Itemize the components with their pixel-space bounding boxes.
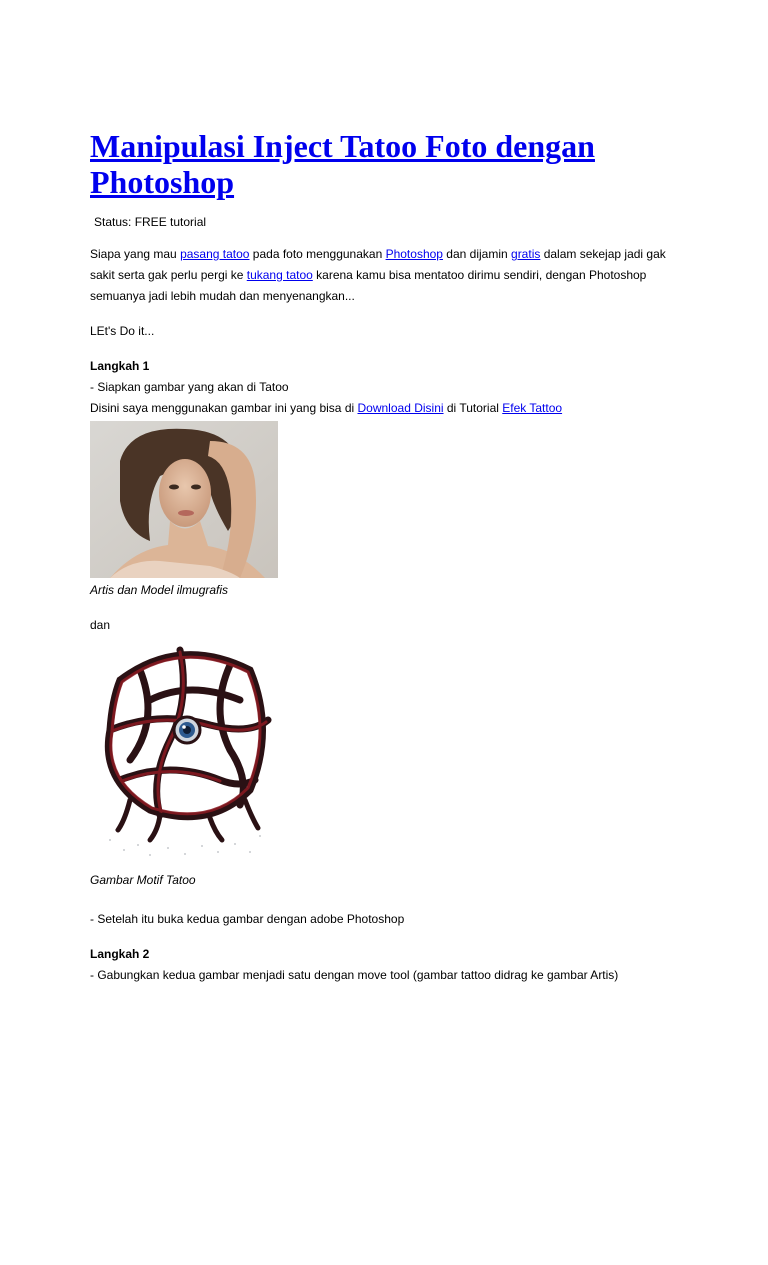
intro-paragraph: [90, 244, 690, 307]
step1-line2: [90, 398, 690, 419]
model-photo: [90, 421, 278, 578]
tattoo-motif-graphic: [90, 640, 278, 868]
step1-line2-text2: di Tutorial: [443, 401, 503, 415]
intro-text-1: Siapa yang mau: [90, 247, 181, 261]
status-text: Status: FREE tutorial: [94, 215, 207, 229]
step2-section: [90, 944, 690, 986]
lets-do-text: LEt's Do it...: [90, 324, 155, 338]
link-efek-tattoo[interactable]: Efek Tattoo: [502, 401, 563, 415]
page-title[interactable]: Manipulasi Inject Tatoo Foto dengan Photoshop: [90, 128, 595, 200]
tattoo-motif-image: [90, 640, 278, 868]
step1-line1: - Siapkan gambar yang akan di Tatoo: [90, 380, 289, 394]
link-pasang-tatoo[interactable]: pasang tatoo: [180, 247, 250, 261]
step2-heading: Langkah 2: [90, 947, 150, 961]
intro-text-2: pada foto menggunakan: [249, 247, 386, 261]
model-caption: Artis dan Model ilmugrafis: [90, 583, 229, 597]
tattoo-caption: Gambar Motif Tatoo: [90, 873, 196, 887]
model-photo-image: [90, 421, 278, 578]
step1-line3: - Setelah itu buka kedua gambar dengan adobe Photoshop: [90, 912, 405, 926]
dan-text: dan: [90, 618, 111, 632]
step1-section: [90, 356, 690, 419]
intro-text-3: dan dijamin: [442, 247, 512, 261]
document-page: [90, 128, 690, 986]
step1-heading: Langkah 1: [90, 359, 150, 373]
link-gratis[interactable]: gratis: [511, 247, 541, 261]
link-tukang-tatoo[interactable]: tukang tatoo: [246, 268, 313, 282]
step2-line1: - Gabungkan kedua gambar menjadi satu dengan move tool (gambar tattoo didrag ke gambar Artis): [90, 968, 619, 982]
link-photoshop[interactable]: Photoshop: [385, 247, 443, 261]
step1-line2-text1: Disini saya menggunakan gambar ini yang bisa di: [90, 401, 358, 415]
intro-text-4: dalam sekejap jadi gak sakit serta gak perlu pergi ke: [90, 247, 666, 282]
intro-text-5: karena kamu bisa mentatoo dirimu sendiri, dengan Photoshop semuanya jadi lebih mudah dan menyenangkan...: [90, 268, 647, 303]
link-download-disini[interactable]: Download Disini: [357, 401, 444, 415]
